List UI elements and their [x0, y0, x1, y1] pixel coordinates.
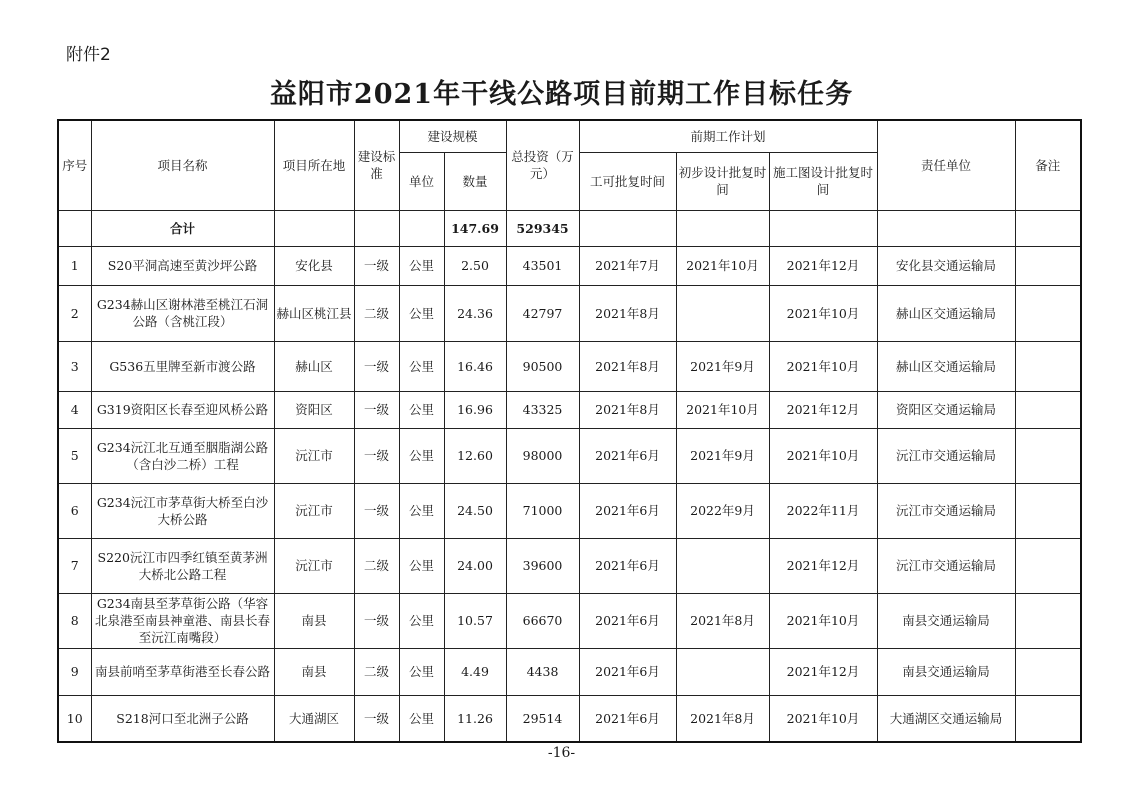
- header-seq: 序号: [58, 120, 91, 210]
- project-name: G536五里牌至新市渡公路: [91, 341, 274, 391]
- project-location: 大通湖区: [274, 695, 354, 742]
- project-location: 南县: [274, 593, 354, 648]
- table-row: [58, 246, 1081, 285]
- total-investment: 529345: [506, 210, 579, 246]
- project-name: G319资阳区长春至迎风桥公路: [91, 391, 274, 428]
- scale-quantity: 12.60: [444, 428, 506, 483]
- responsible-unit: 沅江市交通运输局: [877, 538, 1015, 593]
- prelim-design-approval: [676, 285, 769, 341]
- total-investment: 98000: [506, 428, 579, 483]
- construction-standard: 一级: [354, 695, 399, 742]
- remarks: [1015, 483, 1081, 538]
- table-row: [58, 648, 1081, 695]
- project-name: S20平洞高速至黄沙坪公路: [91, 246, 274, 285]
- header-prelim-design: 初步设计批复时间: [676, 152, 769, 210]
- remarks: [1015, 285, 1081, 341]
- scale-quantity: 16.46: [444, 341, 506, 391]
- prelim-design-approval: 2021年9月: [676, 341, 769, 391]
- header-location: 项目所在地: [274, 120, 354, 210]
- total-investment: 42797: [506, 285, 579, 341]
- prelim-design-approval: [676, 648, 769, 695]
- feasibility-approval: 2021年8月: [579, 285, 676, 341]
- construction-standard: 一级: [354, 593, 399, 648]
- total-investment: 90500: [506, 341, 579, 391]
- row-seq: 10: [58, 695, 91, 742]
- responsible-unit: 资阳区交通运输局: [877, 391, 1015, 428]
- scale-quantity: 11.26: [444, 695, 506, 742]
- responsible-unit: 南县交通运输局: [877, 648, 1015, 695]
- project-name: 南县前哨至茅草街港至长春公路: [91, 648, 274, 695]
- total-quantity: 147.69: [444, 210, 506, 246]
- feasibility-approval: 2021年8月: [579, 391, 676, 428]
- total-investment: 43325: [506, 391, 579, 428]
- responsible-unit: 赫山区交通运输局: [877, 341, 1015, 391]
- total-remarks-cell: [1015, 210, 1081, 246]
- header-construction-design: 施工图设计批复时间: [769, 152, 877, 210]
- feasibility-approval: 2021年6月: [579, 538, 676, 593]
- table-row: [58, 593, 1081, 648]
- scale-unit: 公里: [399, 695, 444, 742]
- row-seq: 7: [58, 538, 91, 593]
- total-seq-cell: [58, 210, 91, 246]
- feasibility-approval: 2021年8月: [579, 341, 676, 391]
- scale-unit: 公里: [399, 428, 444, 483]
- prelim-design-approval: 2022年9月: [676, 483, 769, 538]
- total-unit-cell: [399, 210, 444, 246]
- page-number: -16-: [547, 745, 576, 761]
- construction-standard: 一级: [354, 246, 399, 285]
- header-feasibility: 工可批复时间: [579, 152, 676, 210]
- table-row: [58, 428, 1081, 483]
- row-seq: 3: [58, 341, 91, 391]
- construction-design-approval: 2021年10月: [769, 341, 877, 391]
- header-scale: 建设规模: [399, 120, 506, 152]
- construction-standard: 二级: [354, 538, 399, 593]
- total-label: 合计: [91, 210, 274, 246]
- header-responsible: 责任单位: [877, 120, 1015, 210]
- row-seq: 4: [58, 391, 91, 428]
- total-investment: 66670: [506, 593, 579, 648]
- project-name: G234南县至茅草街公路（华容北泉港至南县神童港、南县长春至沅江南嘴段）: [91, 593, 274, 648]
- project-location: 沅江市: [274, 483, 354, 538]
- construction-standard: 二级: [354, 648, 399, 695]
- table-row: [58, 285, 1081, 341]
- project-table: [57, 119, 1082, 743]
- total-investment: 39600: [506, 538, 579, 593]
- table-row: [58, 391, 1081, 428]
- header-remarks: 备注: [1015, 120, 1081, 210]
- row-seq: 6: [58, 483, 91, 538]
- prelim-design-approval: [676, 538, 769, 593]
- construction-standard: 二级: [354, 285, 399, 341]
- construction-design-approval: 2021年10月: [769, 285, 877, 341]
- header-standard: 建设标准: [354, 120, 399, 210]
- scale-unit: 公里: [399, 285, 444, 341]
- header-plan: 前期工作计划: [579, 120, 877, 152]
- responsible-unit: 南县交通运输局: [877, 593, 1015, 648]
- construction-standard: 一级: [354, 391, 399, 428]
- scale-unit: 公里: [399, 391, 444, 428]
- header-name: 项目名称: [91, 120, 274, 210]
- remarks: [1015, 695, 1081, 742]
- total-feasibility-cell: [579, 210, 676, 246]
- project-location: 资阳区: [274, 391, 354, 428]
- construction-design-approval: 2022年11月: [769, 483, 877, 538]
- remarks: [1015, 391, 1081, 428]
- total-construction-cell: [769, 210, 877, 246]
- scale-unit: 公里: [399, 341, 444, 391]
- prelim-design-approval: 2021年8月: [676, 593, 769, 648]
- scale-quantity: 2.50: [444, 246, 506, 285]
- table-row: [58, 538, 1081, 593]
- project-name: G234赫山区谢林港至桃江石洞公路（含桃江段）: [91, 285, 274, 341]
- header-unit: 单位: [399, 152, 444, 210]
- scale-quantity: 24.00: [444, 538, 506, 593]
- total-investment: 71000: [506, 483, 579, 538]
- total-responsible-cell: [877, 210, 1015, 246]
- prelim-design-approval: 2021年8月: [676, 695, 769, 742]
- feasibility-approval: 2021年6月: [579, 428, 676, 483]
- row-seq: 1: [58, 246, 91, 285]
- prelim-design-approval: 2021年9月: [676, 428, 769, 483]
- table-row: [58, 483, 1081, 538]
- project-location: 赫山区桃江县: [274, 285, 354, 341]
- remarks: [1015, 538, 1081, 593]
- responsible-unit: 沅江市交通运输局: [877, 483, 1015, 538]
- remarks: [1015, 341, 1081, 391]
- total-standard-cell: [354, 210, 399, 246]
- construction-standard: 一级: [354, 341, 399, 391]
- project-location: 沅江市: [274, 538, 354, 593]
- row-seq: 8: [58, 593, 91, 648]
- feasibility-approval: 2021年6月: [579, 593, 676, 648]
- responsible-unit: 安化县交通运输局: [877, 246, 1015, 285]
- remarks: [1015, 428, 1081, 483]
- responsible-unit: 赫山区交通运输局: [877, 285, 1015, 341]
- feasibility-approval: 2021年6月: [579, 483, 676, 538]
- scale-quantity: 24.50: [444, 483, 506, 538]
- project-location: 沅江市: [274, 428, 354, 483]
- responsible-unit: 沅江市交通运输局: [877, 428, 1015, 483]
- scale-unit: 公里: [399, 593, 444, 648]
- attachment-label: 附件2: [66, 45, 111, 65]
- scale-quantity: 24.36: [444, 285, 506, 341]
- scale-unit: 公里: [399, 246, 444, 285]
- project-location: 赫山区: [274, 341, 354, 391]
- row-seq: 2: [58, 285, 91, 341]
- construction-design-approval: 2021年12月: [769, 246, 877, 285]
- header-quantity: 数量: [444, 152, 506, 210]
- remarks: [1015, 648, 1081, 695]
- project-name: G234沅江北互通至胭脂湖公路（含白沙二桥）工程: [91, 428, 274, 483]
- total-investment: 4438: [506, 648, 579, 695]
- prelim-design-approval: 2021年10月: [676, 246, 769, 285]
- total-investment: 29514: [506, 695, 579, 742]
- scale-unit: 公里: [399, 538, 444, 593]
- total-prelim-cell: [676, 210, 769, 246]
- feasibility-approval: 2021年6月: [579, 695, 676, 742]
- construction-design-approval: 2021年12月: [769, 391, 877, 428]
- scale-unit: 公里: [399, 648, 444, 695]
- total-row: [58, 210, 1081, 246]
- document-title: 益阳市2021年干线公路项目前期工作目标任务: [269, 79, 854, 110]
- project-name: S218河口至北洲子公路: [91, 695, 274, 742]
- construction-design-approval: 2021年10月: [769, 695, 877, 742]
- feasibility-approval: 2021年6月: [579, 648, 676, 695]
- responsible-unit: 大通湖区交通运输局: [877, 695, 1015, 742]
- project-location: 南县: [274, 648, 354, 695]
- scale-quantity: 4.49: [444, 648, 506, 695]
- row-seq: 9: [58, 648, 91, 695]
- project-name: S220沅江市四季红镇至黄茅洲大桥北公路工程: [91, 538, 274, 593]
- total-investment: 43501: [506, 246, 579, 285]
- table-row: [58, 341, 1081, 391]
- construction-design-approval: 2021年10月: [769, 593, 877, 648]
- scale-unit: 公里: [399, 483, 444, 538]
- feasibility-approval: 2021年7月: [579, 246, 676, 285]
- project-location: 安化县: [274, 246, 354, 285]
- row-seq: 5: [58, 428, 91, 483]
- construction-design-approval: 2021年12月: [769, 538, 877, 593]
- header-row-1: [58, 120, 1081, 152]
- construction-standard: 一级: [354, 483, 399, 538]
- project-name: G234沅江市茅草街大桥至白沙大桥公路: [91, 483, 274, 538]
- remarks: [1015, 593, 1081, 648]
- header-investment: 总投资（万元）: [506, 120, 579, 210]
- construction-design-approval: 2021年12月: [769, 648, 877, 695]
- construction-standard: 一级: [354, 428, 399, 483]
- remarks: [1015, 246, 1081, 285]
- total-location-cell: [274, 210, 354, 246]
- prelim-design-approval: 2021年10月: [676, 391, 769, 428]
- table-row: [58, 695, 1081, 742]
- scale-quantity: 10.57: [444, 593, 506, 648]
- construction-design-approval: 2021年10月: [769, 428, 877, 483]
- scale-quantity: 16.96: [444, 391, 506, 428]
